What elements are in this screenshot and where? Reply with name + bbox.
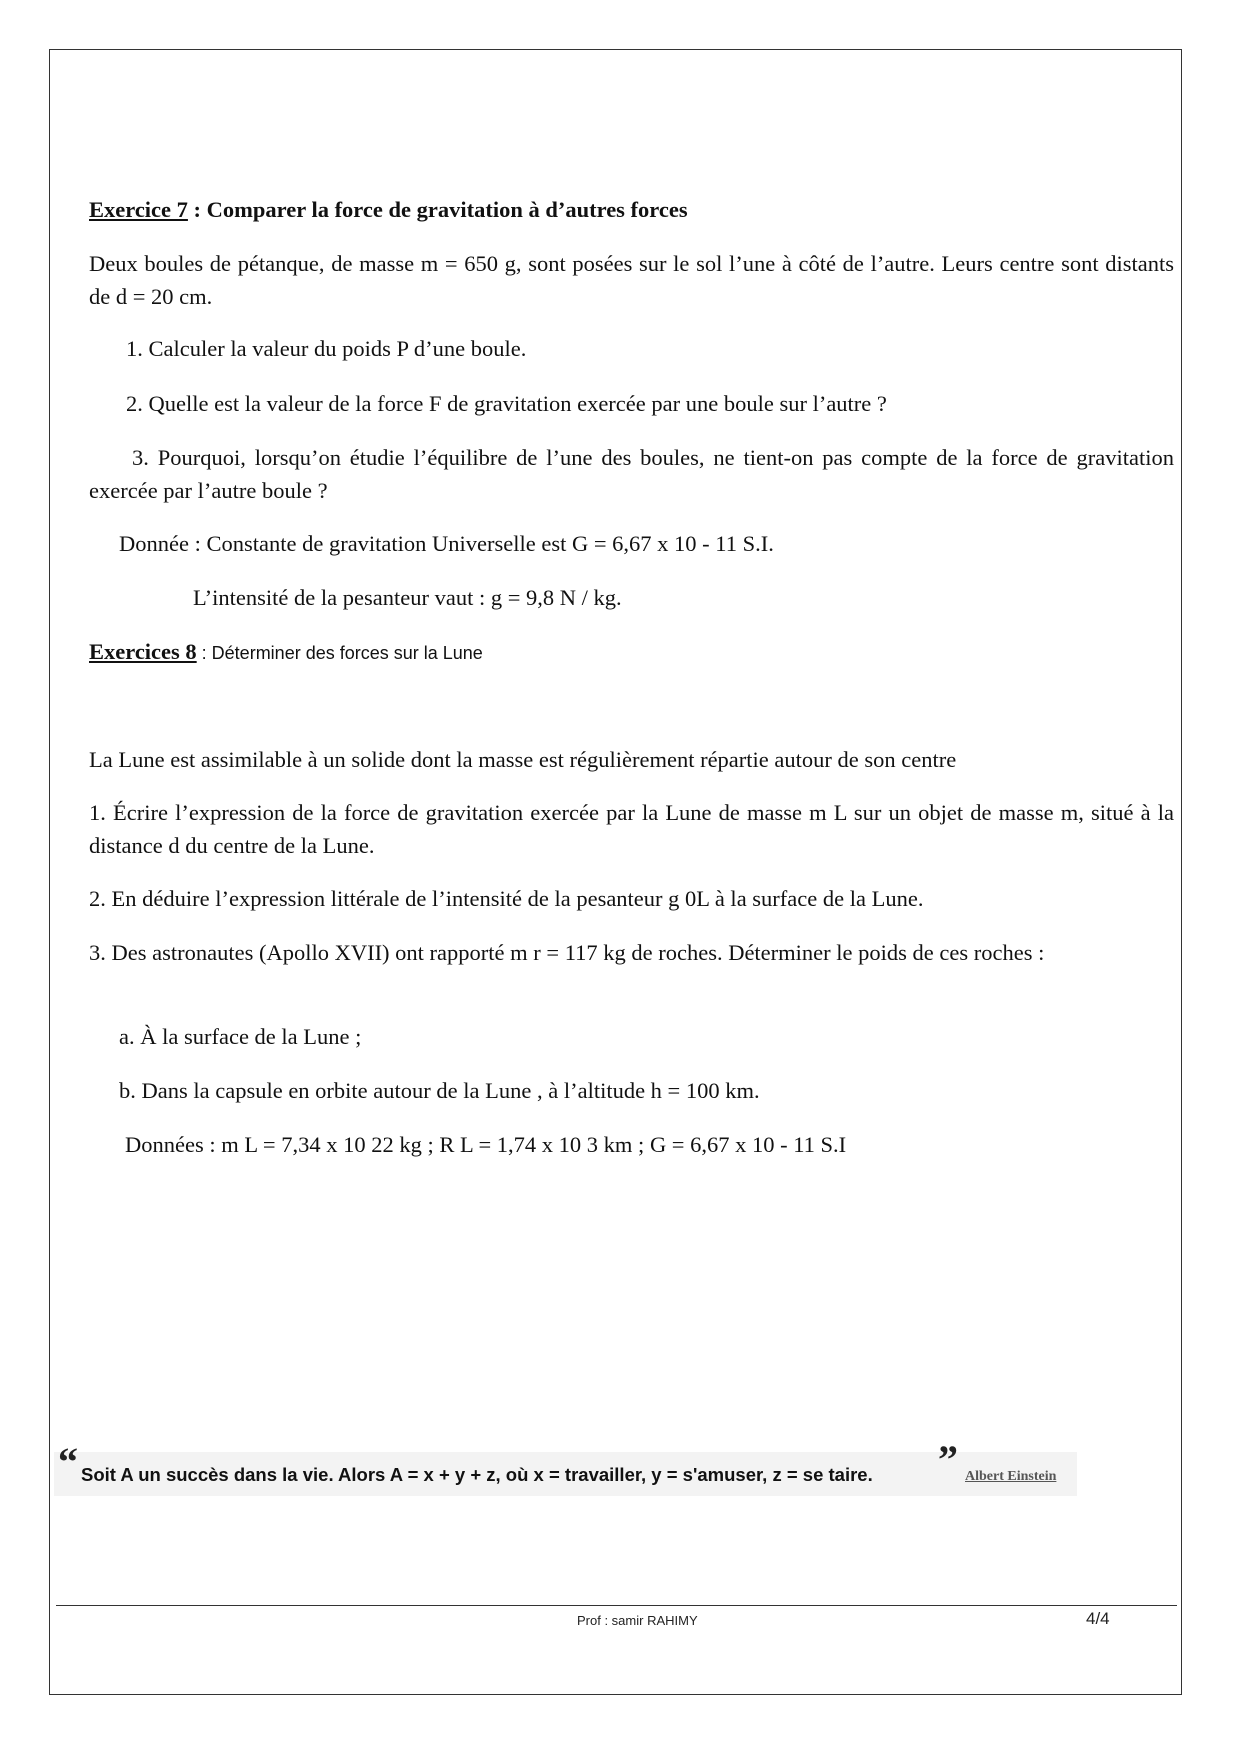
exercise-8-question-1: 1. Écrire l’expression de la force de gravitation exercée par la Lune de masse m L sur un objet de masse m, situé à la distance d du centre de la Lune. bbox=[89, 800, 1174, 858]
exercise-7-data-gravity: L’intensité de la pesanteur vaut : g = 9,8 N / kg. bbox=[193, 585, 622, 610]
exercise-8-question-3: 3. Des astronautes (Apollo XVII) ont rapporté m r = 117 kg de roches. Déterminer le poids de ces roches : bbox=[89, 940, 1045, 965]
quote-open-mark: “ bbox=[58, 1439, 78, 1484]
page-number: 4/4 bbox=[1086, 1609, 1110, 1628]
exercise-8-heading bbox=[89, 635, 483, 670]
footer-author: Prof : samir RAHIMY bbox=[577, 1613, 698, 1628]
exercise-7-question-3: 3. Pourquoi, lorsqu’on étudie l’équilibre de l’une des boules, ne tient-on pas compte de la force de gravitation exercée par l’autre boule ? bbox=[89, 445, 1174, 503]
exercise-8-question-2: 2. En déduire l’expression littérale de l’intensité de la pesanteur g 0L à la surface de la Lune. bbox=[89, 886, 924, 911]
exercise-7-question-1: 1. Calculer la valeur du poids P d’une boule. bbox=[126, 336, 527, 361]
exercise-8-intro: La Lune est assimilable à un solide dont la masse est régulièrement répartie autour de son centre bbox=[89, 747, 957, 772]
exercise-7-heading bbox=[89, 193, 688, 226]
exercise-7-title: : Comparer la force de gravitation à d’autres forces bbox=[187, 197, 688, 222]
exercise-8-title: : Déterminer des forces sur la Lune bbox=[196, 643, 483, 663]
exercise-7-label: Exercice 7 bbox=[89, 197, 188, 222]
exercise-8-question-3b: b. Dans la capsule en orbite autour de la Lune , à l’altitude h = 100 km. bbox=[119, 1078, 760, 1103]
exercise-7-intro: Deux boules de pétanque, de masse m = 650 g, sont posées sur le sol l’une à côté de l’autre. Leurs centre sont distants de d = 20 cm. bbox=[89, 251, 1174, 309]
exercise-7-data-constant: Donnée : Constante de gravitation Universelle est G = 6,67 x 10 - 11 S.I. bbox=[119, 531, 774, 556]
quote-text: Soit A un succès dans la vie. Alors A = x + y + z, où x = travailler, y = s'amuser, z = se taire. bbox=[81, 1464, 873, 1485]
footer-rule bbox=[56, 1605, 1177, 1606]
exercise-7-question-2: 2. Quelle est la valeur de la force F de gravitation exercée par une boule sur l’autre ? bbox=[126, 391, 887, 416]
exercise-8-label: Exercices 8 bbox=[89, 639, 197, 664]
quote-author-link[interactable]: Albert Einstein bbox=[965, 1469, 1057, 1484]
exercise-8-data: Données : m L = 7,34 x 10 22 kg ; R L = 1,74 x 10 3 km ; G = 6,67 x 10 - 11 S.I bbox=[125, 1132, 847, 1157]
quote-close-mark: ” bbox=[938, 1437, 958, 1482]
exercise-8-question-3a: a. À la surface de la Lune ; bbox=[119, 1024, 362, 1049]
